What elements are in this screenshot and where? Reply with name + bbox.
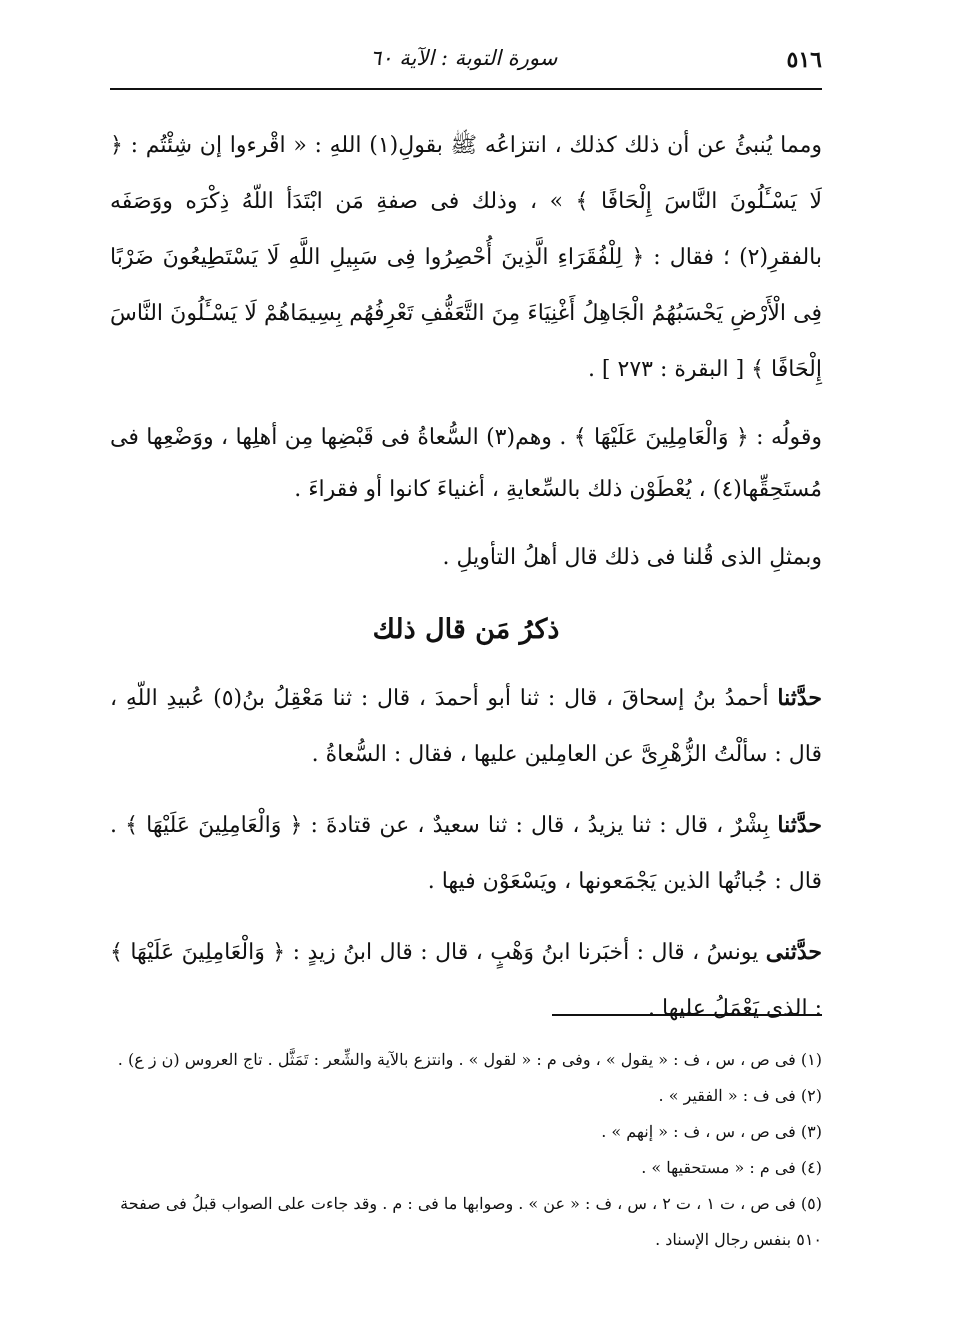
report-3-text: يونسُ ، قال : أخبَرنا ابنُ وَهْبٍ ، قال : قال ابنُ زيدٍ : ﴿ وَالْعَامِلِينَ عَلَيْهَا ﴾ : الذى يَعْمَلُ عليها . bbox=[110, 940, 822, 1021]
main-text bbox=[110, 118, 822, 1051]
footnote-2: (٢) فى ف : « الفقير » . bbox=[658, 1086, 822, 1105]
report-3-lead: حدَّثنى bbox=[765, 939, 822, 965]
footnote-3: (٣) فى ص ، س ، ف : « إنهم » . bbox=[601, 1122, 822, 1141]
book-page bbox=[110, 0, 822, 1326]
footnote-1: (١) فى ص ، س ، ف : « يقول » ، وفى م : « لقول » . وانتزع بالآية والشِّعر : تَمَثَّل . تاج العروس (ن ز ع) . bbox=[117, 1050, 822, 1069]
report-2-lead: حدَّثنا bbox=[777, 812, 822, 838]
report-1-text: أحمدُ بنُ إسحاقَ ، قال : ثنا أبو أحمدَ ، قال : ثنا مَعْقِلُ بنُ(٥) عُبيدِ اللّهِ ، قال : سألْتُ الزُّهْرِىَّ عن العامِلين عليها ، فقال : السُّعاةُ . bbox=[110, 686, 822, 767]
footnote-rule bbox=[552, 1014, 822, 1016]
footnote-4: (٤) فى م : « مستحقيها » . bbox=[641, 1158, 822, 1177]
page-number: ٥١٦ bbox=[786, 47, 822, 73]
section-heading: ذكرُ مَن قال ذلك bbox=[372, 614, 560, 645]
report-1-lead: حدَّثنا bbox=[777, 685, 822, 711]
report-3 bbox=[110, 924, 822, 1037]
header-rule bbox=[110, 88, 822, 90]
paragraph-3: وبمثلِ الذى قُلنا فى ذلك قال أهلُ التأويلِ . bbox=[442, 545, 822, 570]
paragraph-1: ومما يُنبئُ عن أن ذلك كذلك ، انتزاعُه ﷺ بقولِ(١) اللهِ : « اقْرءوا إن شِئْتُم : ﴿ لَا يَسْـَٔلُونَ النَّاسَ إِلْحَافًا ﴾ » ، وذلك فى صفةِ مَن ابْتَدَأ اللّهُ ذِكْرَه ووَصَفَه بالفقرِ(٢) ؛ فقال : ﴿ لِلْفُقَرَاءِ الَّذِينَ أُحْصِرُوا فِى سَبِيلِ اللَّهِ لَا يَسْتَطِيعُونَ ضَرْبًا فِى الْأَرْضِ يَحْسَبُهُمُ الْجَاهِلُ أَغْنِيَاءَ مِنَ التَّعَفُّفِ تَعْرِفُهُم بِسِيمَاهُمْ لَا يَسْـَٔلُونَ النَّاسَ إِلْحَافًا ﴾ [ البقرة : ٢٧٣ ] . bbox=[110, 133, 822, 382]
report-1 bbox=[110, 670, 822, 783]
report-2 bbox=[110, 797, 822, 910]
footnotes bbox=[110, 1042, 822, 1258]
footnote-5: (٥) فى ص ، ت ١ ، ت ٢ ، س ، ف : « عن » . وصوابها ما فى : م . وقد جاءت على الصواب قبلُ فى صفحة ٥١٠ بنفس رجال الإسناد . bbox=[120, 1194, 822, 1249]
running-title: سورة التوبة : الآية ٦٠ bbox=[370, 46, 558, 70]
paragraph-2: وقولُه : ﴿ وَالْعَامِلِينَ عَلَيْهَا ﴾ . وهم(٣) السُّعاةُ فى قَبْضِها مِن أهلِها ، ووَضْعِها فى مُستَحِقِّها(٤) ، يُعْطَوْن ذلك بالسِّعايةِ ، أغنياءَ كانوا أو فقراءَ . bbox=[110, 425, 822, 502]
page-header bbox=[110, 40, 822, 80]
report-2-text: بِشْرٌ ، قال : ثنا يزيدُ ، قال : ثنا سعيدٌ ، عن قتادةَ : ﴿ وَالْعَامِلِينَ عَلَيْهَا ﴾ . قال : جُباتُها الذين يَجْمَعونها ، ويَسْعَوْن فيها . bbox=[110, 813, 822, 894]
